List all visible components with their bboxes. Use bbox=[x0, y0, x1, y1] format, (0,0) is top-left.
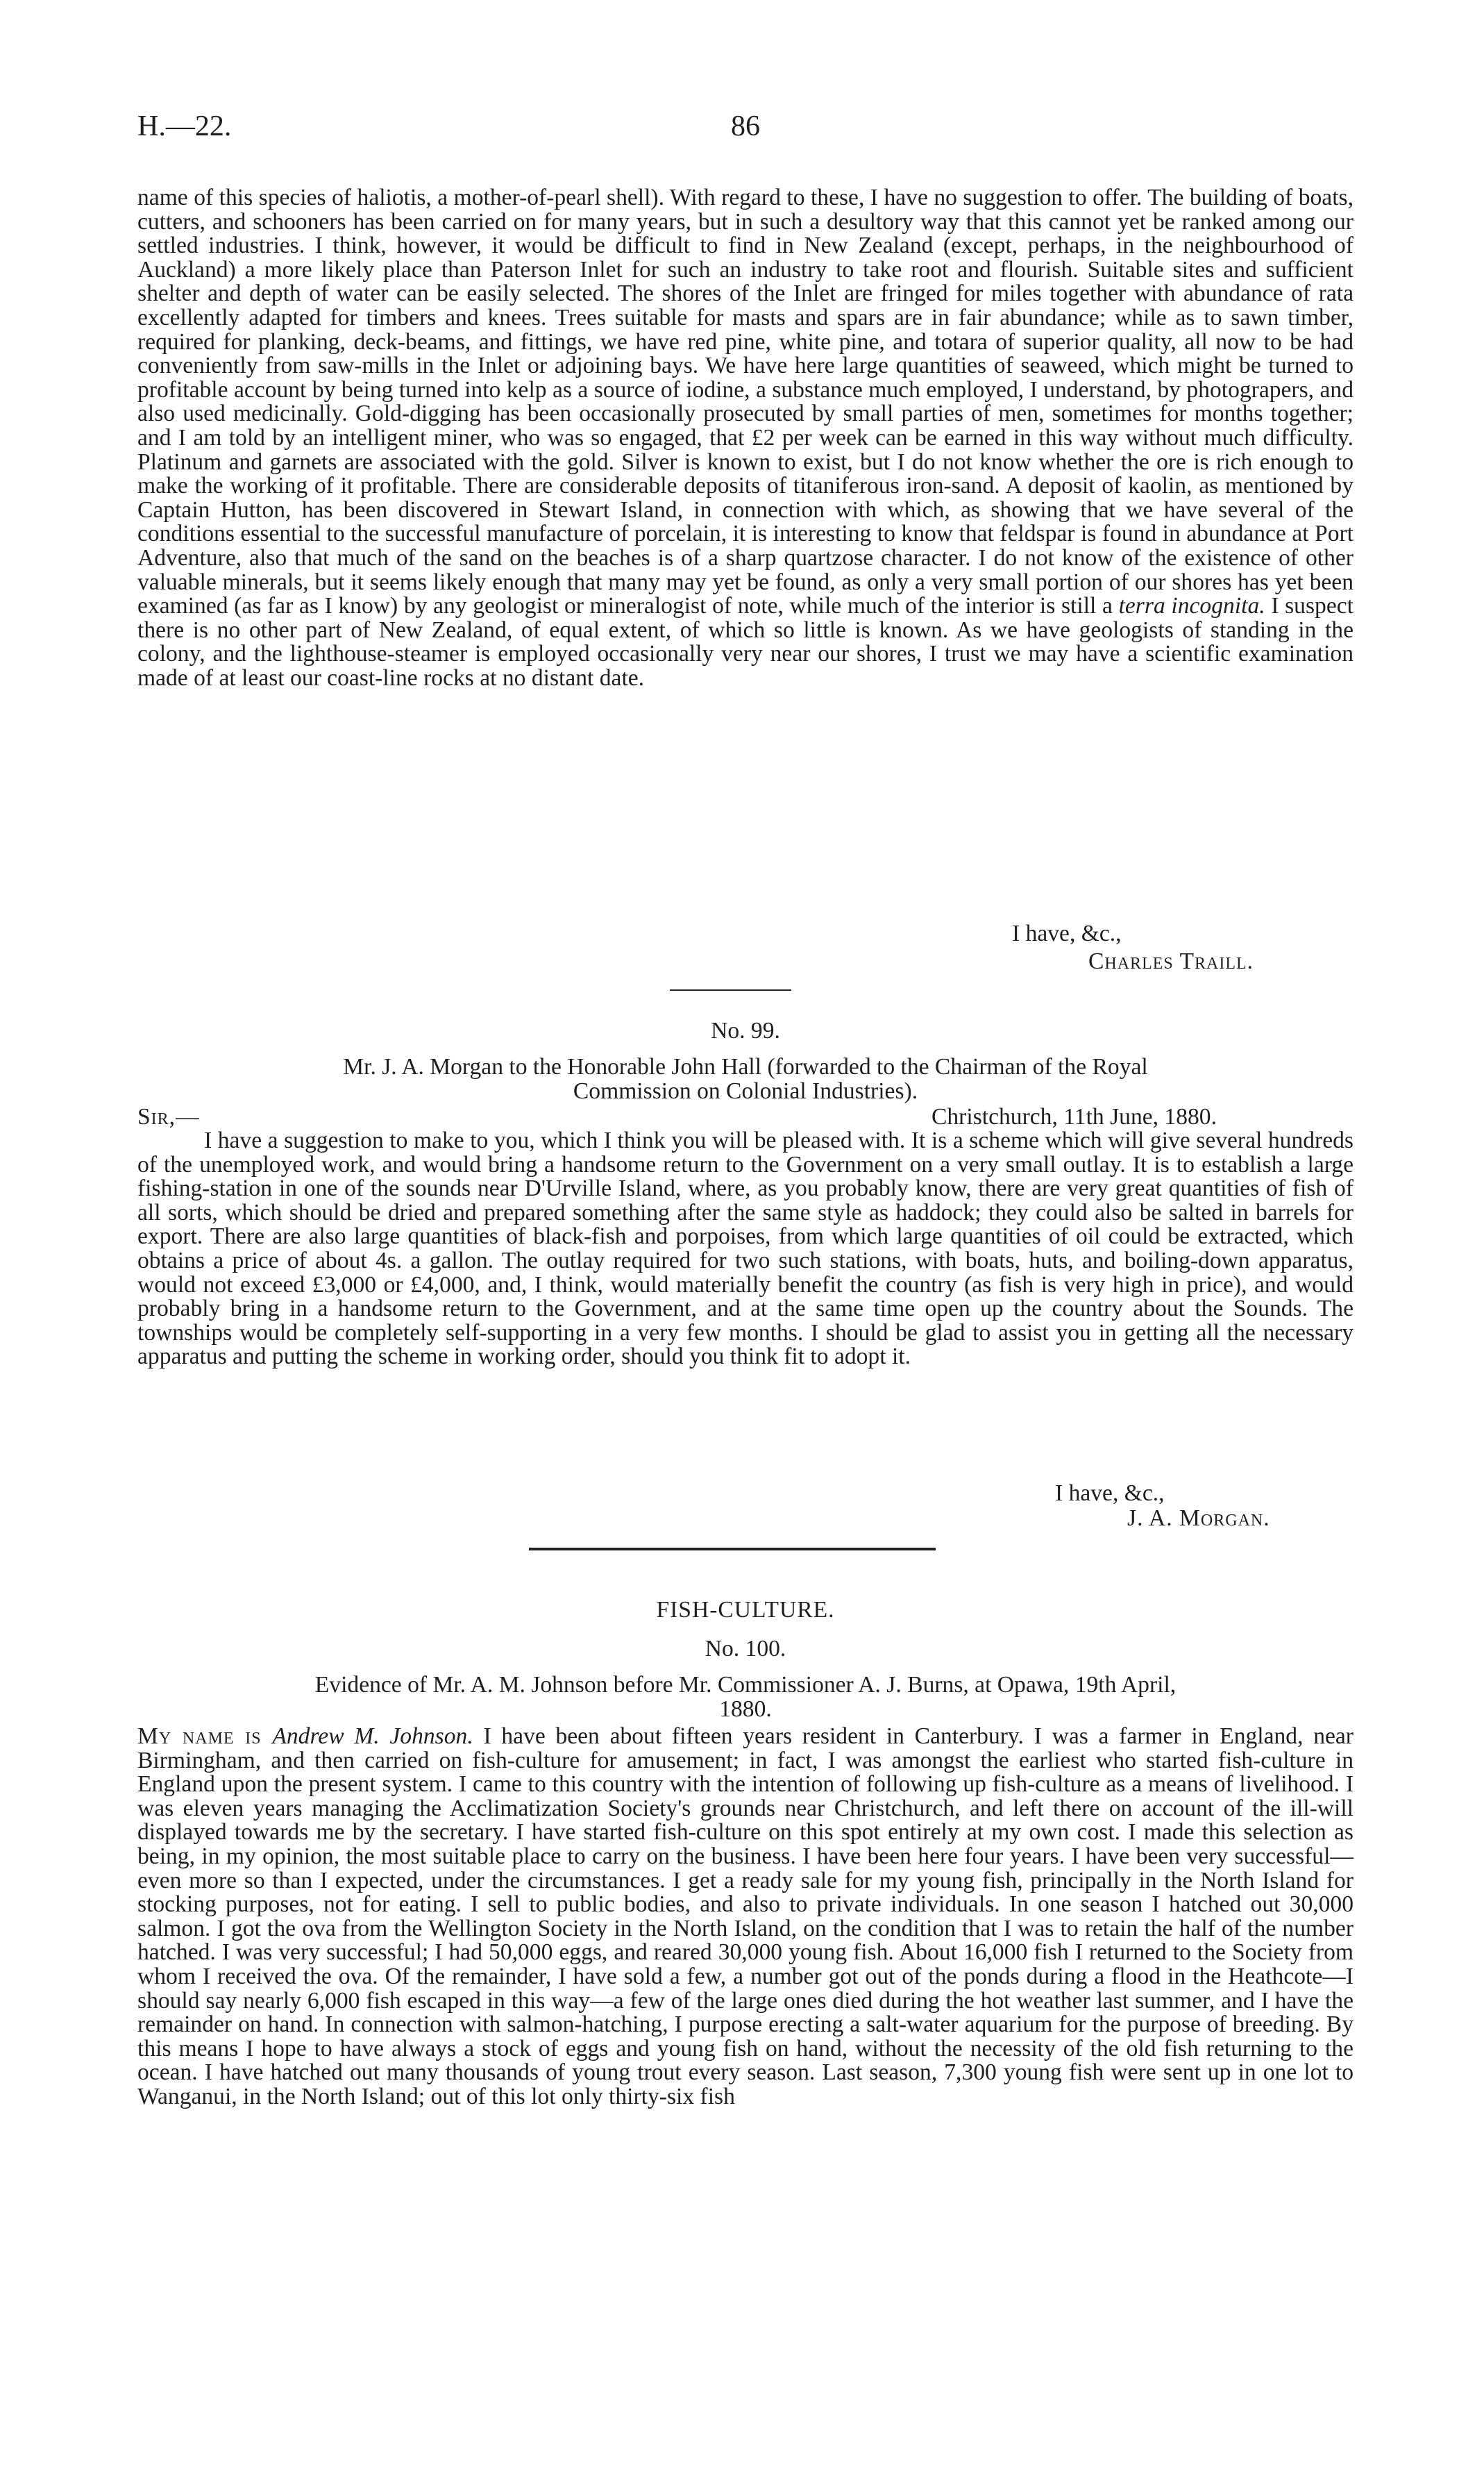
traill-body-tail: I suspect there is no other part of New Zealand, of equal extent, of which so little is known. As we have geologists of standing in the colony, and the lighthouse-steamer is employed occasionally very near our shores, I trust we may have a scientific examination made of at least our coast-line rocks at no distant date. bbox=[137, 593, 1354, 691]
traill-closing: I have, &c., bbox=[1012, 921, 1122, 946]
traill-italic-phrase: terra incognita. bbox=[1118, 593, 1265, 619]
section-divider bbox=[670, 989, 791, 991]
page-number: 86 bbox=[731, 110, 760, 142]
letter-99-signature: J. A. Morgan. bbox=[1127, 1505, 1270, 1531]
johnson-body-text: I have been about fifteen years resident in Canterbury. I was a farmer in England, near Birmingham, and then carried on fish-culture for amusement; in fact, I was amongst the earliest who started fish-culture in England upon the present system. I came to this country with the intention of following up fish-culture as a means of livelihood. I was eleven years managing the Acclimatization Society's grounds near Christchurch, and left there on account of the ill-will displayed towards me by the secretary. I have started fish-culture on this spot entirely at my own cost. I made this selection as being, in my opinion, the most suitable place to carry on the business. I have been here four years. I have been very successful—even more so than I expected, under the circumstances. I get a ready sale for my young fish, principally in the North Island for stocking purposes, not for eating. I sell to public bodies, and also to private individuals. In one season I hatched out 30,000 salmon. I got the ova from the Wellington Society in the North Island, on the condition that I was to retain the half of the number hatched. I was very successful; I had 50,000 eggs, and reared 30,000 young fish. About 16,000 fish I returned to the Society from whom I received the ova. Of the remainder, I have sold a few, a number got out of the ponds during a flood in the Heathcote—I should say nearly 6,000 fish escaped in this way—a few of the large ones died during the hot weather last summer, and I have the remainder on hand. In connection with salmon-hatching, I purpose erecting a salt-water aquarium for the purpose of breeding. By this means I hope to have always a stock of eggs and young fish on hand, without the necessity of the old fish returning to the ocean. I have hatched out many thousands of young trout every season. Last season, 7,300 young fish were sent up in one lot to Wanganui, in the North Island; out of this lot only thirty-six fish bbox=[137, 1723, 1354, 2109]
fish-culture-number: No. 100. bbox=[705, 1636, 786, 1662]
letter-99-title-line-2: Commission on Colonial Industries). bbox=[573, 1078, 918, 1104]
fish-culture-title bbox=[137, 1673, 1354, 1721]
letter-99-title-line-1: Mr. J. A. Morgan to the Honorable John Hall (forwarded to the Chairman of the Royal bbox=[343, 1054, 1148, 1080]
document-reference: H.—22. bbox=[137, 110, 232, 142]
letter-99-salutation: Sir,— bbox=[137, 1104, 200, 1130]
fish-culture-title-line-2: 1880. bbox=[719, 1696, 772, 1722]
fish-culture-title-line-1: Evidence of Mr. A. M. Johnson before Mr. Commissioner A. J. Burns, at Opawa, 19th April, bbox=[314, 1672, 1177, 1698]
johnson-name: Andrew M. Johnson. bbox=[272, 1723, 473, 1749]
fish-culture-heading: FISH-CULTURE. bbox=[656, 1597, 835, 1623]
traill-letter-body bbox=[137, 186, 1354, 690]
letter-99-dateline: Christchurch, 11th June, 1880. bbox=[931, 1104, 1217, 1130]
traill-signature: Charles Traill. bbox=[1088, 948, 1254, 974]
letter-99-title bbox=[137, 1055, 1354, 1103]
page-header bbox=[137, 110, 1354, 151]
heavy-divider bbox=[529, 1548, 936, 1550]
letter-99-number: No. 99. bbox=[711, 1018, 780, 1044]
letter-99-closing: I have, &c., bbox=[1055, 1480, 1165, 1506]
johnson-evidence-body bbox=[137, 1725, 1354, 2109]
letter-99-body: I have a suggestion to make to you, which I think you will be pleased with. It is a scheme which will give several hundreds of the unemployed work, and would bring a handsome return to the Government on a very small outlay. It is to establish a large fishing-station in one of the sounds near D'Urville Island, where, as you probably know, there are very great quantities of fish of all sorts, which should be dried and prepared something after the same style as haddock; they could also be salted in barrels for export. There are also large quantities of black-fish and porpoises, from which large quantities of oil could be extracted, which obtains a price of about 4s. a gallon. The outlay required for two such stations, with boats, huts, and boiling-down apparatus, would not exceed £3,000 or £4,000, and, I think, would materially benefit the country (as fish is very high in price), and would probably bring in a handsome return to the Government, and at the same time open up the country about the Sounds. The townships would be completely self-supporting in a very few months. I should be glad to assist you in getting all the necessary apparatus and putting the scheme in working order, should you think fit to adopt it. bbox=[137, 1128, 1354, 1370]
johnson-lead: My name is bbox=[137, 1723, 273, 1749]
traill-body-text: name of this species of haliotis, a mother-of-pearl shell). With regard to these, I have no suggestion to offer. The building of boats, cutters, and schooners has been carried on for many years, but in such a desultory way that this cannot yet be ranked among our settled industries. I think, however, it would be difficult to find in New Zealand (except, perhaps, in the neighbourhood of Auckland) a more likely place than Paterson Inlet for such an industry to take root and flourish. Suitable sites and sufficient shelter and depth of water can be easily selected. The shores of the Inlet are fringed for miles together with abundance of rata excellently adapted for timbers and knees. Trees suitable for masts and spars are in fair abundance; while as to sawn timber, required for planking, deck-beams, and fittings, we have red pine, white pine, and totara of superior quality, all now to be had conveniently from saw-mills in the Inlet or adjoining bays. We have here large quantities of seaweed, which might be turned to profitable account by being turned into kelp as a source of iodine, a substance much employed, I understand, by photograpers, and also used medicinally. Gold-digging has been occasionally prosecuted by small parties of men, sometimes for months together; and I am told by an intelligent miner, who was so engaged, that £2 per week can be earned in this way without much difficulty. Platinum and garnets are associated with the gold. Silver is known to exist, but I do not know whether the ore is rich enough to make the working of it profitable. There are considerable deposits of titaniferous iron-sand. A deposit of kaolin, as mentioned by Captain Hutton, has been discovered in Stewart Island, in connection with which, as showing that we have several of the conditions essential to the successful manufacture of porcelain, it is interesting to know that feldspar is found in abundance at Port Adventure, also that much of the sand on the beaches is of a sharp quartzose character. I do not know of the existence of other valuable minerals, but it seems likely enough that many may yet be found, as only a very small portion of our shores has yet been examined (as far as I know) by any geologist or mineralogist of note, while much of the interior is still a bbox=[137, 185, 1354, 619]
